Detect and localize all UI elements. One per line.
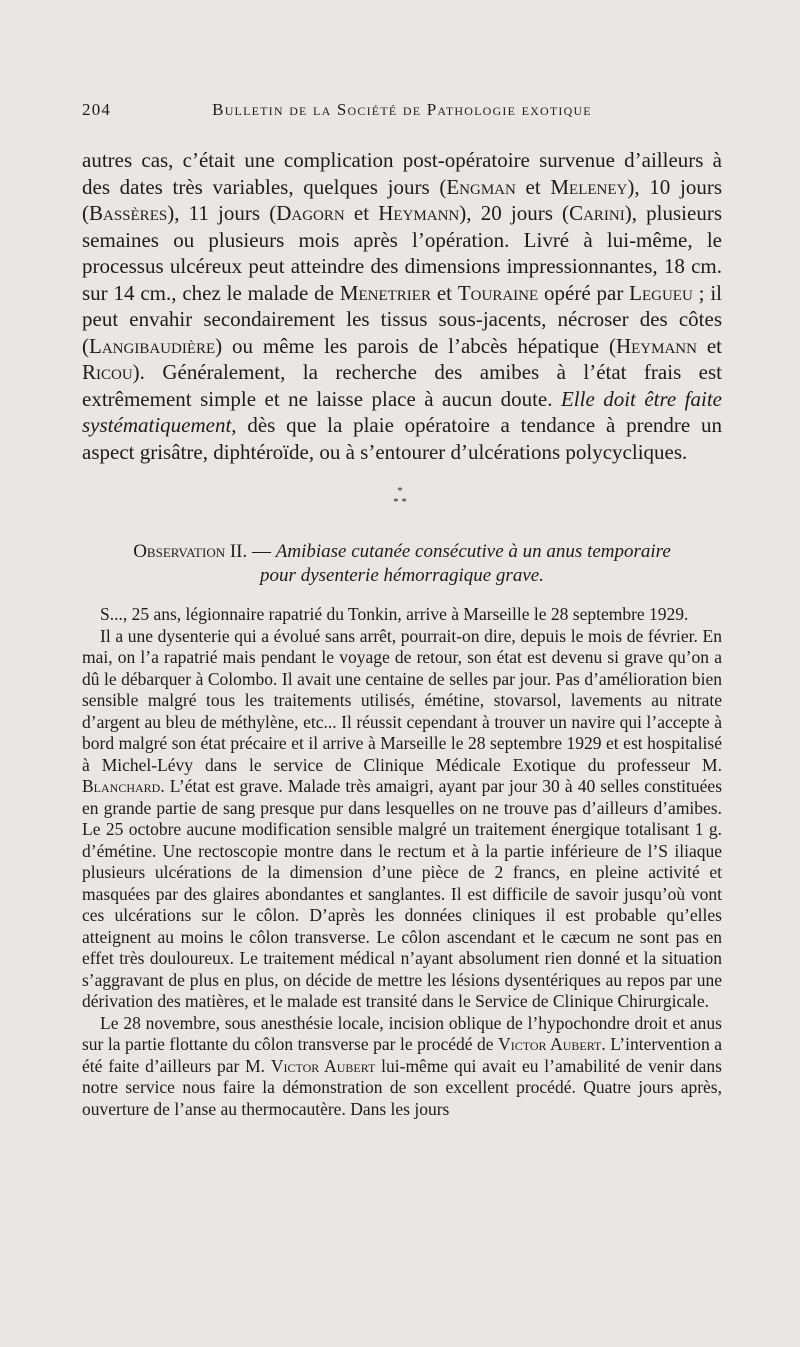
case-report	[82, 604, 722, 1120]
author-name: Carini	[569, 201, 625, 225]
author-name: Menetrier	[339, 280, 431, 305]
text-run: ), 20 jours (	[459, 201, 570, 225]
separator-stars-bottom: * *	[393, 496, 407, 508]
paragraph-ulcerative-process	[82, 147, 722, 465]
observation-heading-line2	[82, 564, 722, 588]
case-paragraph-history	[82, 626, 722, 1013]
author-name: Victor Aubert	[498, 1034, 602, 1054]
text-run: , dès que la plaie opératoire a tendance à prendre un aspect grisâtre, diphtéroïde, ou à s’entourer d’ulcérations polycycliques.	[82, 413, 722, 464]
author-name: Bassères	[89, 201, 168, 225]
author-name: Heymann	[615, 333, 697, 358]
case-paragraph-surgery	[82, 1013, 722, 1121]
author-name: Heymann	[378, 201, 460, 225]
case-paragraph-intro: S..., 25 ans, légionnaire rapatrié du Tonkin, arrive à Marseille le 28 septembre 1929.	[100, 604, 689, 624]
text-run: ; il peut envahir secondairement les tissus sous-jacents, nécroser des côtes (	[82, 280, 723, 358]
page-number: 204	[82, 100, 112, 119]
observation-dash: —	[247, 541, 276, 562]
observation-heading	[82, 540, 722, 588]
author-name: Ricou	[82, 360, 133, 384]
author-name: Touraine	[457, 280, 539, 305]
text-run: ) ou même les parois de l’abcès hépatique (	[215, 333, 616, 358]
author-name: Victor Aubert	[270, 1055, 376, 1076]
author-name: Legueu	[629, 280, 693, 305]
author-name: Engman	[446, 174, 516, 199]
author-name: Langibaudière	[89, 333, 216, 358]
text-run: et	[430, 280, 458, 305]
text-run: opéré par	[538, 280, 630, 305]
text-run: et	[344, 201, 379, 225]
author-name: Dagorn	[276, 201, 345, 225]
observation-label: Observation II.	[133, 541, 248, 562]
running-header	[82, 100, 722, 126]
separator-star-top: *	[397, 485, 403, 497]
text-run: . L’état est grave. Malade très amaigri, ayant par jour 30 à 40 selles constituées en grande partie de sang presque pur dans lesquelles on ne trouve pas d’ailleurs d’amibes. Le 25 octobre aucune modification sensible malgré un traitement énergique totalisant 1 g. d’émétine. Une rectoscopie montre dans le rectum et à la partie inférieure de l’S iliaque plusieurs ulcérations de la dimension d’une pièce de 2 francs, en pleine activité et masquées par des glaires abondantes et sanglantes. Il est difficile de savoir jusqu’où vont ces ulcérations sur le côlon. D’après les données cliniques il est probable qu’elles atteignent au moins le côlon transverse. Le côlon ascendant et le cæcum ne sont pas en effet très douloureux. Le traitement médical n’ayant absolument rien donné et la situation s’aggravant de plus en plus, on décide de mettre les lésions dysentériques au repos par une dérivation des matières, et le malade est transité dans le Service de Clinique Chirurgicale.	[82, 776, 722, 1011]
section-separator	[0, 486, 800, 508]
text-run: lui-même qui avait eu l’amabilité de venir dans notre service nous faire la démonstration de son excellent procédé. Quatre jours après, ouverture de l’anse au thermocautère. Dans les jours	[82, 1055, 722, 1119]
text-run: autres cas, c’était une complication post-opératoire survenue d’ailleurs à des dates très variables, quelques jours (	[82, 148, 722, 199]
author-name: Meleney	[550, 174, 628, 199]
author-name: Blanchard	[82, 776, 161, 796]
observation-heading-line1	[82, 540, 722, 564]
emphasis-text: Elle doit être faite systématiquement	[82, 386, 722, 437]
text-run: et	[515, 174, 551, 199]
text-run: ), plusieurs semaines ou plusieurs mois après l’opération. Livré à lui-même, le processus ulcéreux peut atteindre des dimensions impressionnantes, 18 cm. sur 14 cm., chez le malade de	[82, 201, 722, 305]
text-run: Il a une dysenterie qui a évolué sans arrêt, pourrait-on dire, depuis le mois de février. En mai, on l’a rapatrié mais pendant le voyage de retour, son état est devenu si grave qu’on a dû le débarquer à Colombo. Il avait une centaine de selles par jour. Pas d’amélioration bien sensible malgré tous les traitements utilisés, émétine, stovarsol, lavements au nitrate d’argent au bleu de méthylène, etc... Il réussit cependant à trouver un navire qui l’accepte à bord malgré son état précaire et il arrive à Marseille le 28 septembre 1929 et est hospitalisé à Michel-Lévy dans le service de Clinique Médicale Exotique du professeur M.	[82, 625, 722, 775]
text-run: . L’intervention a été faite d’ailleurs par M.	[82, 1034, 722, 1076]
text-run: ), 11 jours (	[167, 201, 277, 225]
observation-title: Amibiase cutanée consécutive à un anus temporaire	[275, 541, 671, 562]
journal-title: Bulletin de la Société de Pathologie exotique	[212, 100, 592, 119]
text-run: ), 10 jours (	[82, 174, 723, 225]
text-run: Le 28 novembre, sous anesthésie locale, incision oblique de l’hypochondre droit et anus sur la partie flottante du côlon transverse par le procédé de	[82, 1012, 722, 1054]
text-run: et	[696, 333, 722, 358]
observation-title-continued: pour dysenterie hémorragique grave.	[260, 565, 544, 586]
text-run: ). Généralement, la recherche des amibes à l’état frais est extrêmement simple et ne laisse place à aucun doute.	[82, 360, 722, 411]
